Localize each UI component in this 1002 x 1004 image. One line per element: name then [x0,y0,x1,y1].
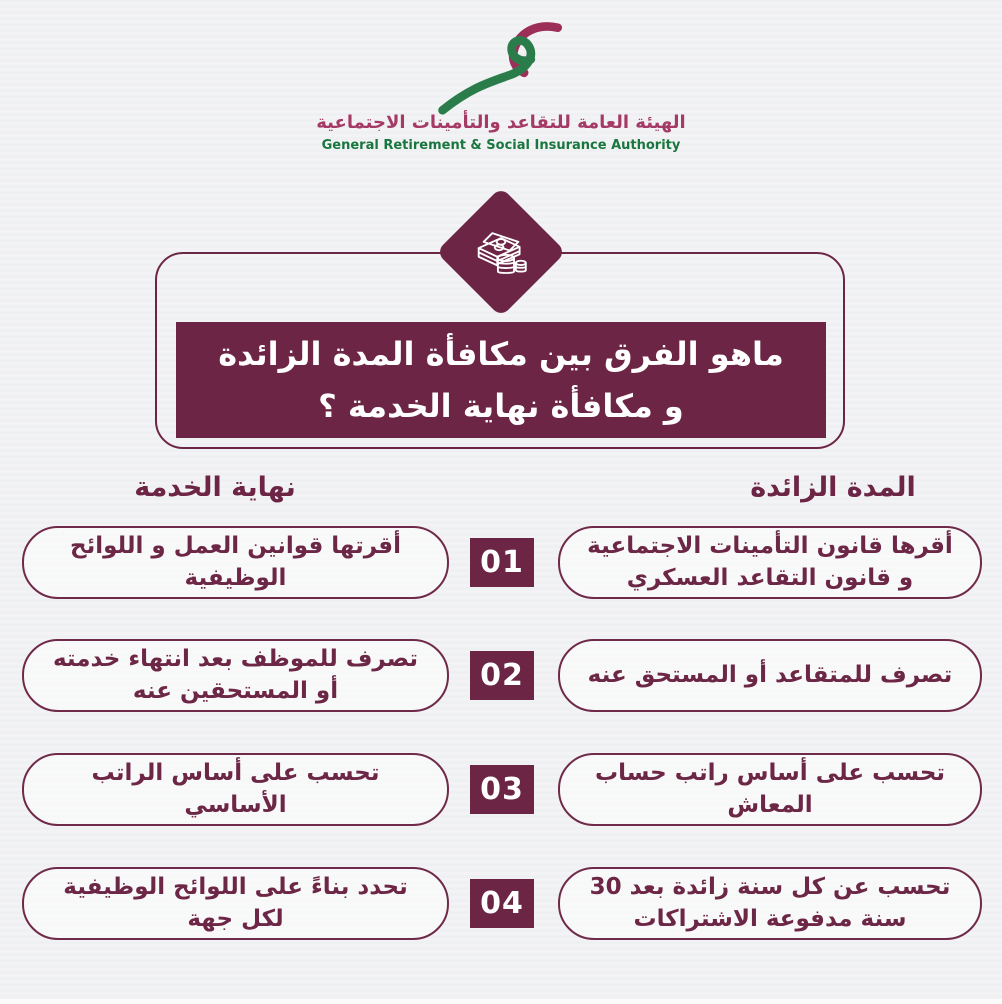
authority-name-english: General Retirement & Social Insurance Authority [321,138,681,153]
end-of-service-item-1: أقرتها قوانين العمل و اللوائح الوظيفية [22,526,449,599]
row-number-badge-4: 04 [470,879,534,928]
question-title-box [176,322,826,438]
column-header-excess-period: المدة الزائدة [750,472,916,503]
question-title-line1: ماهو الفرق بين مكافأة المدة الزائدة [218,335,784,373]
end-of-service-item-3: تحسب على أساس الراتب الأساسي [22,753,449,826]
row-number-badge-3: 03 [470,765,534,814]
column-header-end-of-service: نهاية الخدمة [134,472,296,503]
calligraphy-swoosh-icon [428,20,578,116]
end-of-service-item-4: تحدد بناءً على اللوائح الوظيفية لكل جهة [22,867,449,940]
row-number-badge-1: 01 [470,538,534,587]
bottom-edge-strip [0,999,1002,1004]
money-banknotes-coins-icon [470,222,532,284]
excess-period-item-1: أقرها قانون التأمينات الاجتماعية و قانون التقاعد العسكري [558,526,982,599]
comparison-row-1 [0,526,1002,599]
question-title-line2: و مكافأة نهاية الخدمة ؟ [318,387,684,425]
comparison-row-4 [0,867,1002,940]
comparison-row-3 [0,753,1002,826]
excess-period-item-3: تحسب على أساس راتب حساب المعاش [558,753,982,826]
excess-period-item-2: تصرف للمتقاعد أو المستحق عنه [558,639,982,712]
authority-name-arabic: الهيئة العامة للتقاعد والتأمينات الاجتماعية [316,112,686,133]
comparison-row-2 [0,639,1002,712]
row-number-badge-2: 02 [470,651,534,700]
end-of-service-item-2: تصرف للموظف بعد انتهاء خدمته أو المستحقين عنه [22,639,449,712]
excess-period-item-4: تحسب عن كل سنة زائدة بعد 30 سنة مدفوعة الاشتراكات [558,867,982,940]
